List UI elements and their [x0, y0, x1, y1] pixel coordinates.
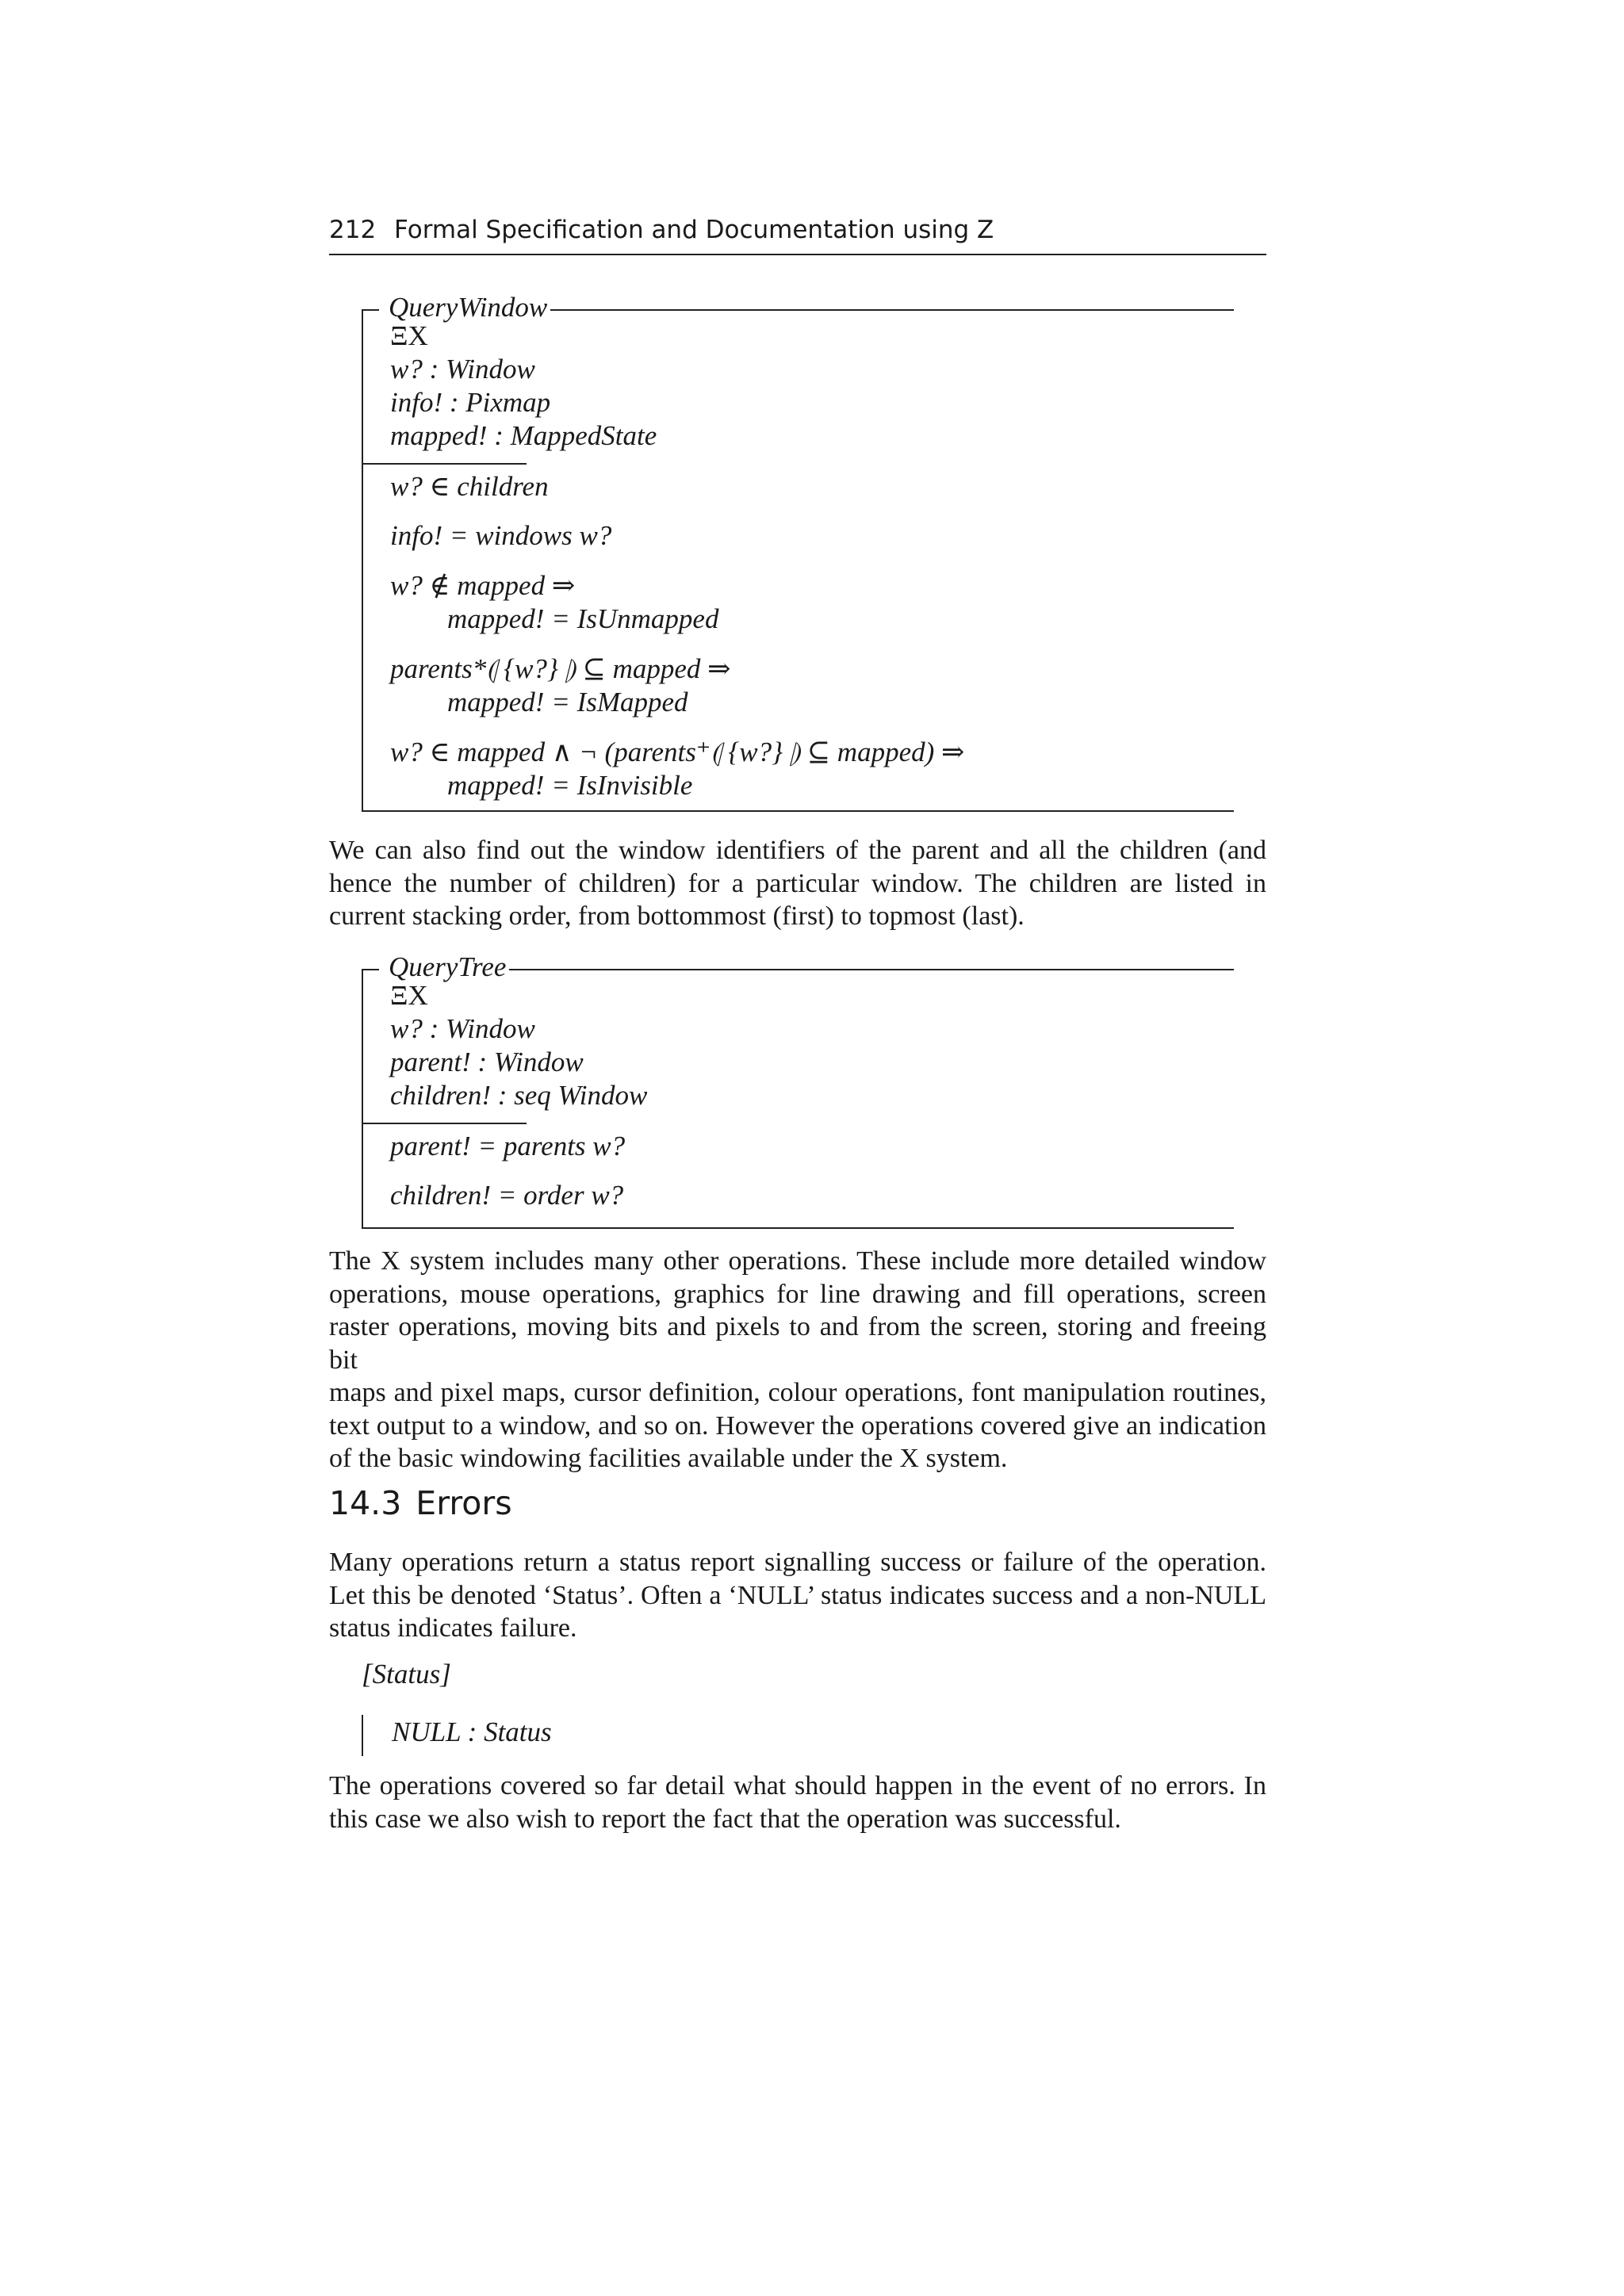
text-line: of the basic windowing facilities available under the X system.: [329, 1444, 1008, 1473]
schema-query-window: [362, 290, 1234, 810]
section-title: Errors: [416, 1484, 512, 1522]
schema-predicate: w? ∉ mapped ⇒: [390, 570, 576, 601]
text-line: The X system includes many other operations. These include more detailed window: [329, 1246, 1266, 1276]
schema-predicate: w? ∈ mapped ∧ ¬ (parents⁺⦇ {w?} ⦈ ⊆ mapped) ⇒: [390, 737, 965, 767]
text-line: The operations covered so far detail what should happen in the event of no errors. In: [329, 1771, 1266, 1800]
schema-divider: [362, 463, 527, 465]
schema-predicate: children! = order w?: [390, 1180, 624, 1211]
body-paragraph: [329, 1546, 1266, 1645]
body-paragraph: [329, 1245, 1266, 1475]
schema-predicate: parent! = parents w?: [390, 1131, 626, 1161]
schema-predicate: mapped! = IsMapped: [447, 687, 688, 718]
text-line: current stacking order, from bottommost (first) to topmost (last).: [329, 901, 1025, 931]
book-title: Formal Specification and Documentation using Z: [394, 216, 994, 244]
schema-left-rule: [362, 969, 363, 1227]
schema-declaration: ΞX: [390, 980, 428, 1011]
schema-predicate: info! = windows w?: [390, 520, 612, 551]
body-paragraph: [329, 834, 1266, 933]
axiomatic-definition: [362, 1715, 552, 1756]
text-line: We can also find out the window identifiers of the parent and all the children (and: [329, 836, 1266, 865]
schema-predicate: mapped! = IsInvisible: [447, 770, 693, 801]
schema-left-rule: [362, 309, 363, 810]
text-line: operations, mouse operations, graphics for line drawing and fill operations, screen: [329, 1279, 1266, 1309]
schema-query-tree: [362, 950, 1234, 1227]
body-paragraph: [329, 1770, 1266, 1835]
text-line: status indicates failure.: [329, 1613, 577, 1643]
running-header: [329, 212, 1266, 255]
page-number: 212: [329, 216, 377, 244]
schema-declaration: w? : Window: [390, 1013, 535, 1044]
schema-declaration: info! : Pixmap: [390, 387, 551, 418]
section-number: 14.3: [329, 1484, 402, 1522]
schema-divider: [362, 1123, 527, 1124]
text-line: raster operations, moving bits and pixels to and from the screen, storing and freeing bit: [329, 1312, 1266, 1375]
text-line: maps and pixel maps, cursor definition, colour operations, font manipulation routines,: [329, 1378, 1266, 1407]
schema-predicate: w? ∈ children: [390, 471, 549, 502]
section-heading: [329, 1484, 512, 1522]
given-set-declaration: [Status]: [362, 1659, 451, 1689]
text-line: this case we also wish to report the fact that the operation was successful.: [329, 1804, 1121, 1834]
schema-predicate: parents*⦇ {w?} ⦈ ⊆ mapped ⇒: [390, 653, 731, 684]
schema-declaration: ΞX: [390, 320, 428, 351]
schema-declaration: children! : seq Window: [390, 1080, 648, 1111]
axiom-declaration: NULL : Status: [392, 1716, 552, 1747]
schema-declaration: parent! : Window: [390, 1047, 584, 1077]
text-line: Many operations return a status report signalling success or failure of the operation.: [329, 1548, 1266, 1577]
schema-declaration: w? : Window: [390, 354, 535, 385]
text-line: Let this be denoted ‘Status’. Often a ‘NULL’ status indicates success and a non-NULL: [329, 1580, 1266, 1610]
schema-predicate: mapped! = IsUnmapped: [447, 603, 719, 634]
schema-name: QueryWindow: [379, 290, 550, 325]
schema-declaration: mapped! : MappedState: [390, 420, 657, 451]
text-line: hence the number of children) for a particular window. The children are listed in: [329, 868, 1266, 898]
schema-bottom-rule: [362, 810, 1234, 812]
schema-bottom-rule: [362, 1227, 1234, 1229]
schema-name: QueryTree: [379, 950, 509, 985]
text-line: text output to a window, and so on. However the operations covered give an indication: [329, 1410, 1266, 1441]
